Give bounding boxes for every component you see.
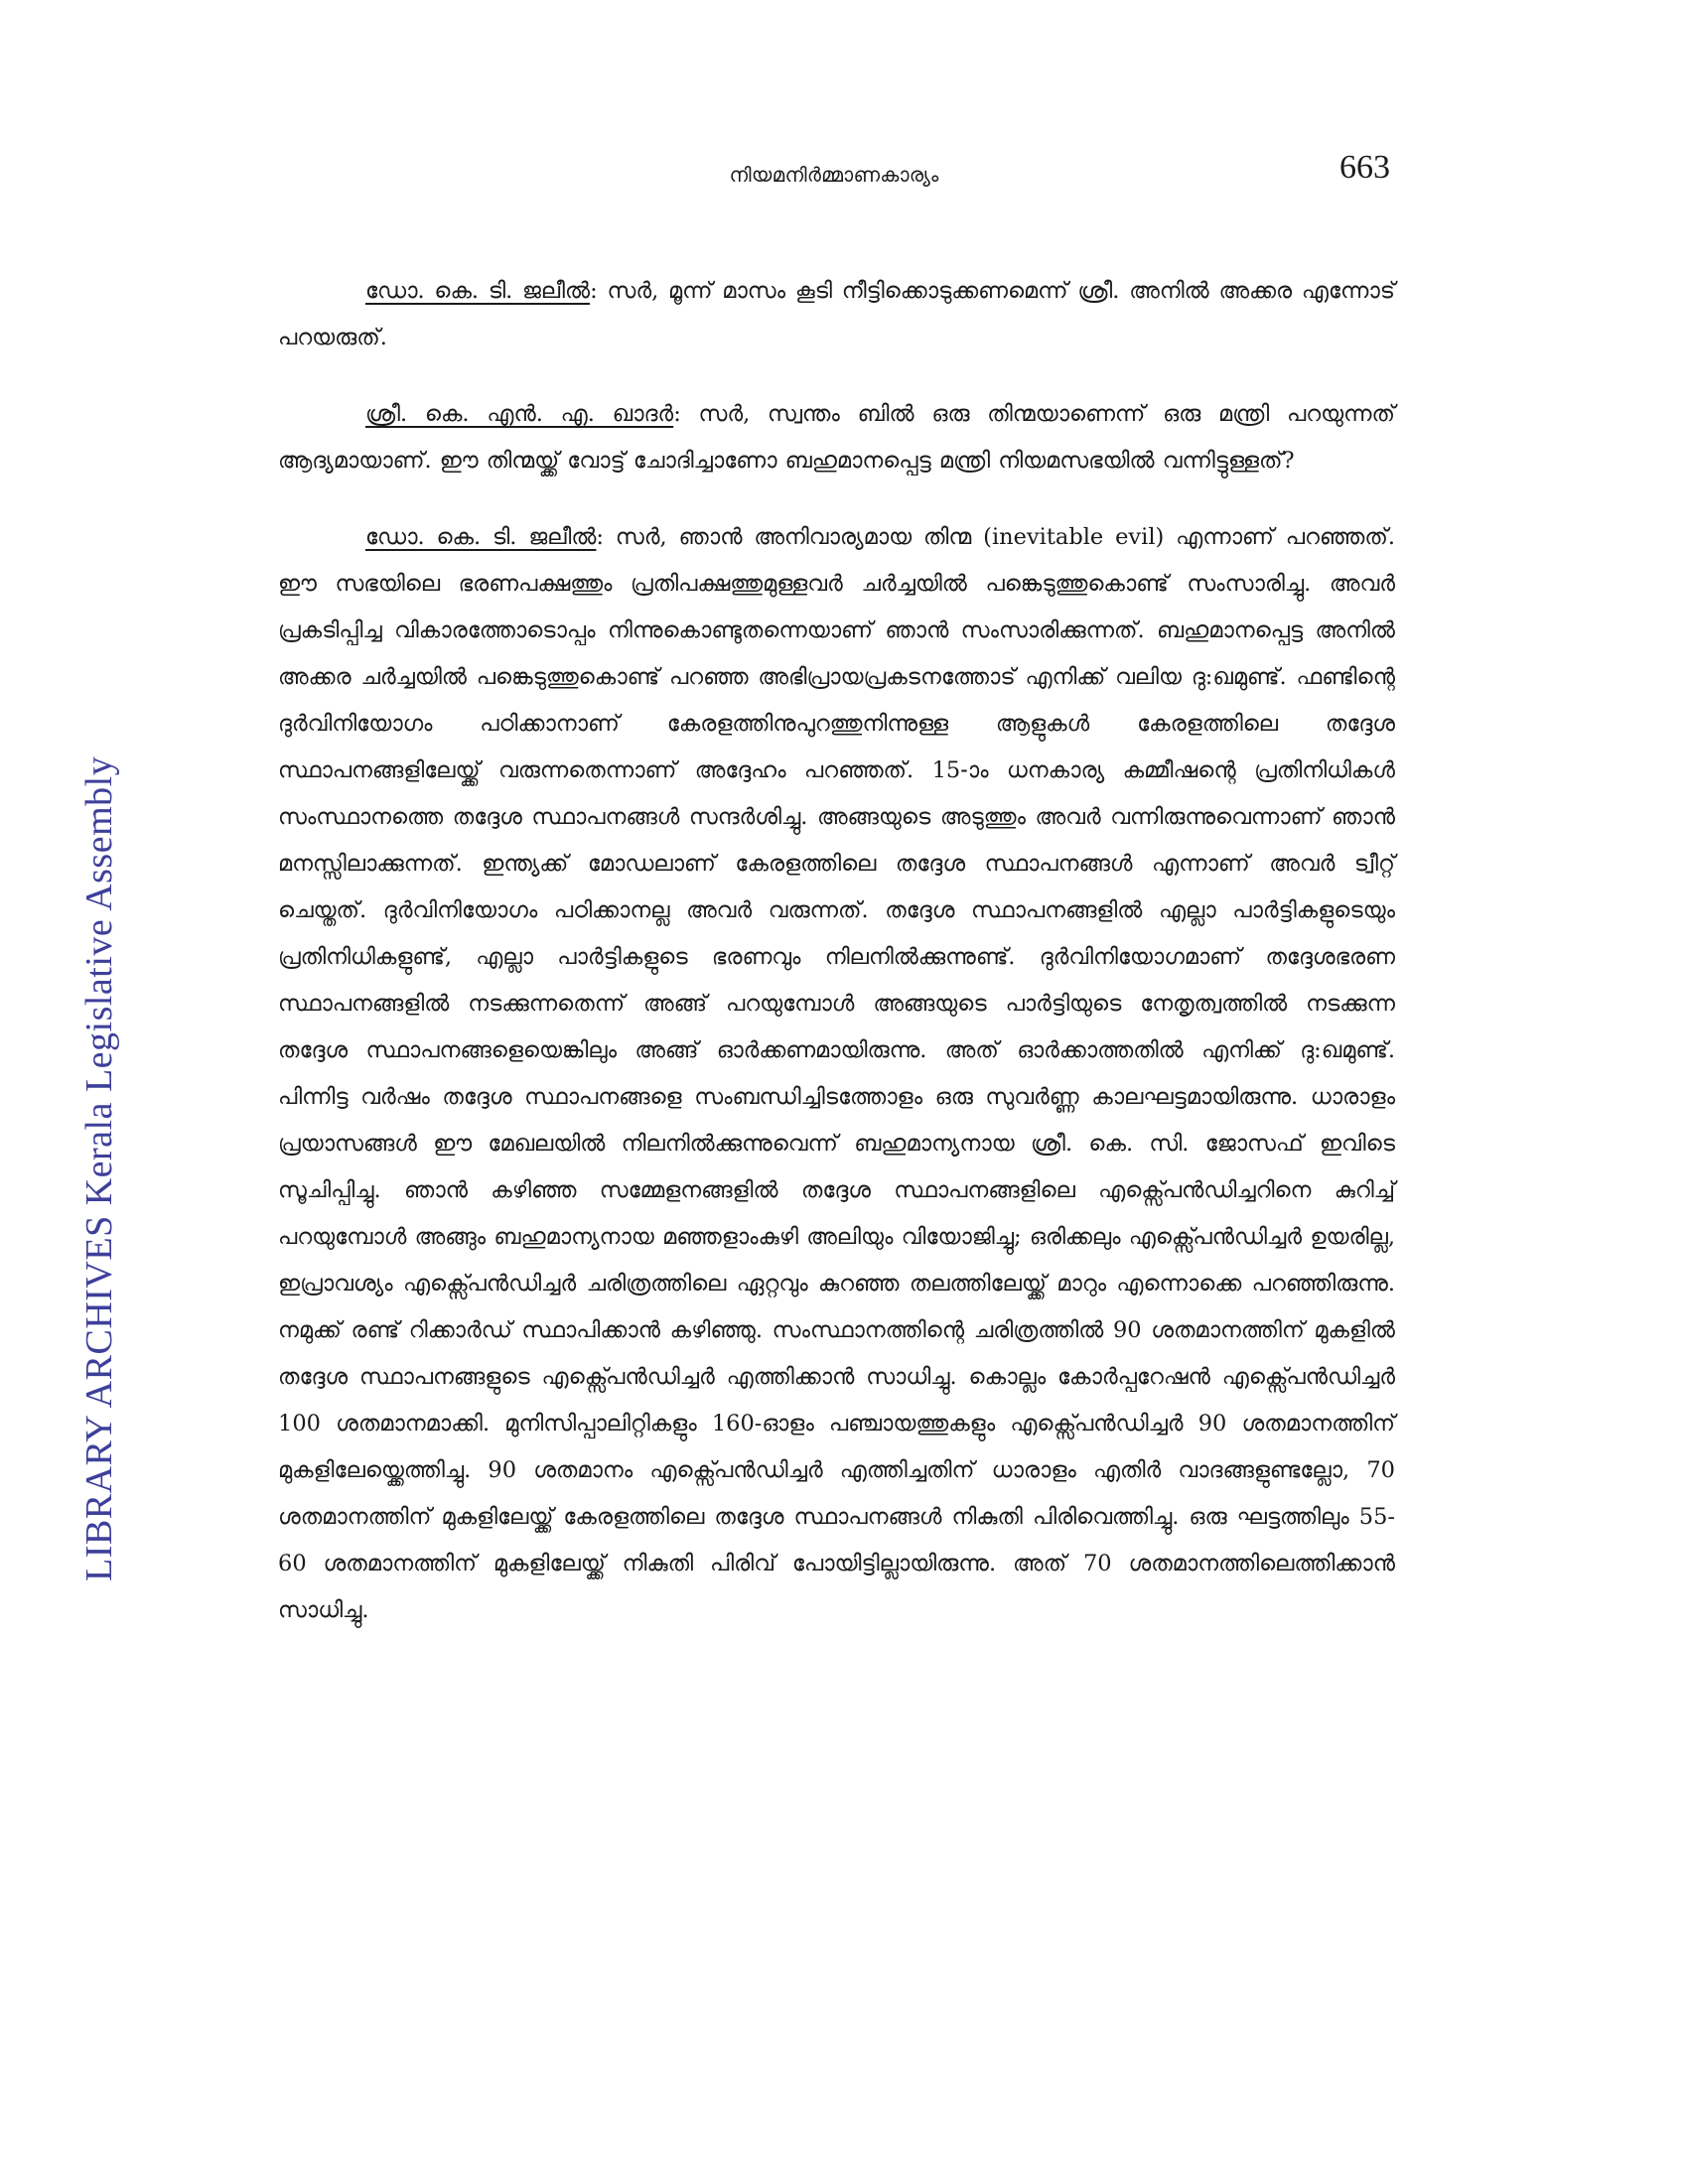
speech-paragraph	[278, 268, 1395, 361]
speech-text: : സർ, മൂന്ന് മാസം കൂടി നീട്ടിക്കൊടുക്കണമെന്ന് ശ്രീ. അനിൽ അക്കര എന്നോട് പറയരുത്.	[278, 278, 1395, 350]
speech-text: : സർ, സ്വന്തം ബിൽ ഒരു തിന്മയാണെന്ന് ഒരു മന്ത്രി പറയുന്നത് ആദ്യമായാണ്. ഈ തിന്മയ്ക്ക് വോട്ട് ചോദിച്ചാണോ ബഹുമാനപ്പെട്ട മന്ത്രി നിയമസഭയിൽ വന്നിട്ടുള്ളത്?	[278, 401, 1395, 474]
speech-body	[278, 268, 1395, 1664]
speech-text: : സർ, ഞാൻ അനിവാര്യമായ തിന്മ (inevitable evil) എന്നാണ് പറഞ്ഞത്. ഈ സഭയിലെ ഭരണപക്ഷത്തും പ്രതിപക്ഷത്തുമുള്ളവർ ചർച്ചയിൽ പങ്കെടുത്തുകൊണ്ട് സംസാരിച്ചു. അവർ പ്രകടിപ്പിച്ച വികാരത്തോടൊപ്പം നിന്നുകൊണ്ടുതന്നെയാണ് ഞാൻ സംസാരിക്കുന്നത്. ബഹുമാനപ്പെട്ട അനിൽ അക്കര ചർച്ചയിൽ പങ്കെടുത്തുകൊണ്ട് പറഞ്ഞ അഭിപ്രായപ്രകടനത്തോട് എനിക്ക് വലിയ ദു:ഖമുണ്ട്. ഫണ്ടിന്റെ ദുർവിനിയോഗം പഠിക്കാനാണ് കേരളത്തിനുപുറത്തുനിന്നുള്ള ആളുകൾ കേരളത്തിലെ തദ്ദേശ സ്ഥാപനങ്ങളിലേയ്ക്ക് വരുന്നതെന്നാണ് അദ്ദേഹം പറഞ്ഞത്. 15-ാം ധനകാര്യ കമ്മീഷന്റെ പ്രതിനിധികൾ സംസ്ഥാനത്തെ തദ്ദേശ സ്ഥാപനങ്ങൾ സന്ദർശിച്ചു. അങ്ങയുടെ അടുത്തും അവർ വന്നിരുന്നുവെന്നാണ് ഞാൻ മനസ്സിലാക്കുന്നത്. ഇന്ത്യക്ക് മോഡലാണ് കേരളത്തിലെ തദ്ദേശ സ്ഥാപനങ്ങൾ എന്നാണ് അവർ ട്വീറ്റ് ചെയ്തത്. ദുർവിനിയോഗം പഠിക്കാനല്ല അവർ വരുന്നത്. തദ്ദേശ സ്ഥാപനങ്ങളിൽ എല്ലാ പാർട്ടികളുടെയും പ്രതിനിധികളുണ്ട്, എല്ലാ പാർട്ടികളുടെ ഭരണവും നിലനിൽക്കുന്നുണ്ട്. ദുർവിനിയോഗമാണ് തദ്ദേശഭരണ സ്ഥാപനങ്ങളിൽ നടക്കുന്നതെന്ന് അങ്ങ് പറയുമ്പോൾ അങ്ങയുടെ പാർട്ടിയുടെ നേതൃത്വത്തിൽ നടക്കുന്ന തദ്ദേശ സ്ഥാപനങ്ങളെയെങ്കിലും അങ്ങ് ഓർക്കണമായിരുന്നു. അത് ഓർക്കാത്തതിൽ എനിക്ക് ദു:ഖമുണ്ട്. പിന്നിട്ട വർഷം തദ്ദേശ സ്ഥാപനങ്ങളെ സംബന്ധിച്ചിടത്തോളം ഒരു സുവർണ്ണ കാലഘട്ടമായിരുന്നു. ധാരാളം പ്രയാസങ്ങൾ ഈ മേഖലയിൽ നിലനിൽക്കുന്നുവെന്ന് ബഹുമാന്യനായ ശ്രീ. കെ. സി. ജോസഫ് ഇവിടെ സൂചിപ്പിച്ചു. ഞാൻ കഴിഞ്ഞ സമ്മേളനങ്ങളിൽ തദ്ദേശ സ്ഥാപനങ്ങളിലെ എക്സ്പെൻഡിച്ചറിനെ കുറിച്ച് പറയുമ്പോൾ അങ്ങും ബഹുമാന്യനായ മഞ്ഞളാംകുഴി അലിയും വിയോജിച്ചു; ഒരിക്കലും എക്സ്പെൻഡിച്ചർ ഉയരില്ല, ഇപ്രാവശ്യം എക്സ്പെൻഡിച്ചർ ചരിത്രത്തിലെ ഏറ്റവും കുറഞ്ഞ തലത്തിലേയ്ക്ക് മാറും എന്നൊക്കെ പറഞ്ഞിരുന്നു. നമുക്ക് രണ്ട് റിക്കാർഡ് സ്ഥാപിക്കാൻ കഴിഞ്ഞു. സംസ്ഥാനത്തിന്റെ ചരിത്രത്തിൽ 90 ശതമാനത്തിന് മുകളിൽ തദ്ദേശ സ്ഥാപനങ്ങളുടെ എക്സ്പെൻഡിച്ചർ എത്തിക്കാൻ സാധിച്ചു. കൊല്ലം കോർപ്പറേഷൻ എക്സ്പെൻഡിച്ചർ 100 ശതമാനമാക്കി. മുനിസിപ്പാലിറ്റികളും 160-ഓളം പഞ്ചായത്തുകളും എക്സ്പെൻഡിച്ചർ 90 ശതമാനത്തിന് മുകളിലേയ്ക്കെത്തിച്ചു. 90 ശതമാനം എക്സ്പെൻഡിച്ചർ എത്തിച്ചതിന് ധാരാളം എതിർ വാദങ്ങളുണ്ടല്ലോ, 70 ശതമാനത്തിന് മുകളിലേയ്ക്ക് കേരളത്തിലെ തദ്ദേശ സ്ഥാപനങ്ങൾ നികുതി പിരിവെത്തിച്ചു. ഒരു ഘട്ടത്തിലും 55-60 ശതമാനത്തിന് മുകളിലേയ്ക്ക് നികുതി പിരിവ് പോയിട്ടില്ലായിരുന്നു. അത് 70 ശതമാനത്തിലെത്തിക്കാൻ സാധിച്ചു.	[278, 524, 1395, 1623]
running-title: നിയമനിർമ്മാണകാര്യം	[729, 163, 939, 187]
speaker-name: ശ്രീ. കെ. എൻ. എ. ഖാദർ	[365, 401, 674, 427]
speech-paragraph	[278, 391, 1395, 484]
speech-paragraph	[278, 514, 1395, 1634]
speaker-name: ഡോ. കെ. ടി. ജലീൽ	[365, 278, 591, 304]
side-watermark: LIBRARY ARCHIVES Kerala Legislative Assembly	[78, 755, 120, 1581]
page-number: 663	[1339, 149, 1390, 186]
page-header	[278, 149, 1390, 208]
speaker-name: ഡോ. കെ. ടി. ജലീൽ	[365, 524, 597, 550]
